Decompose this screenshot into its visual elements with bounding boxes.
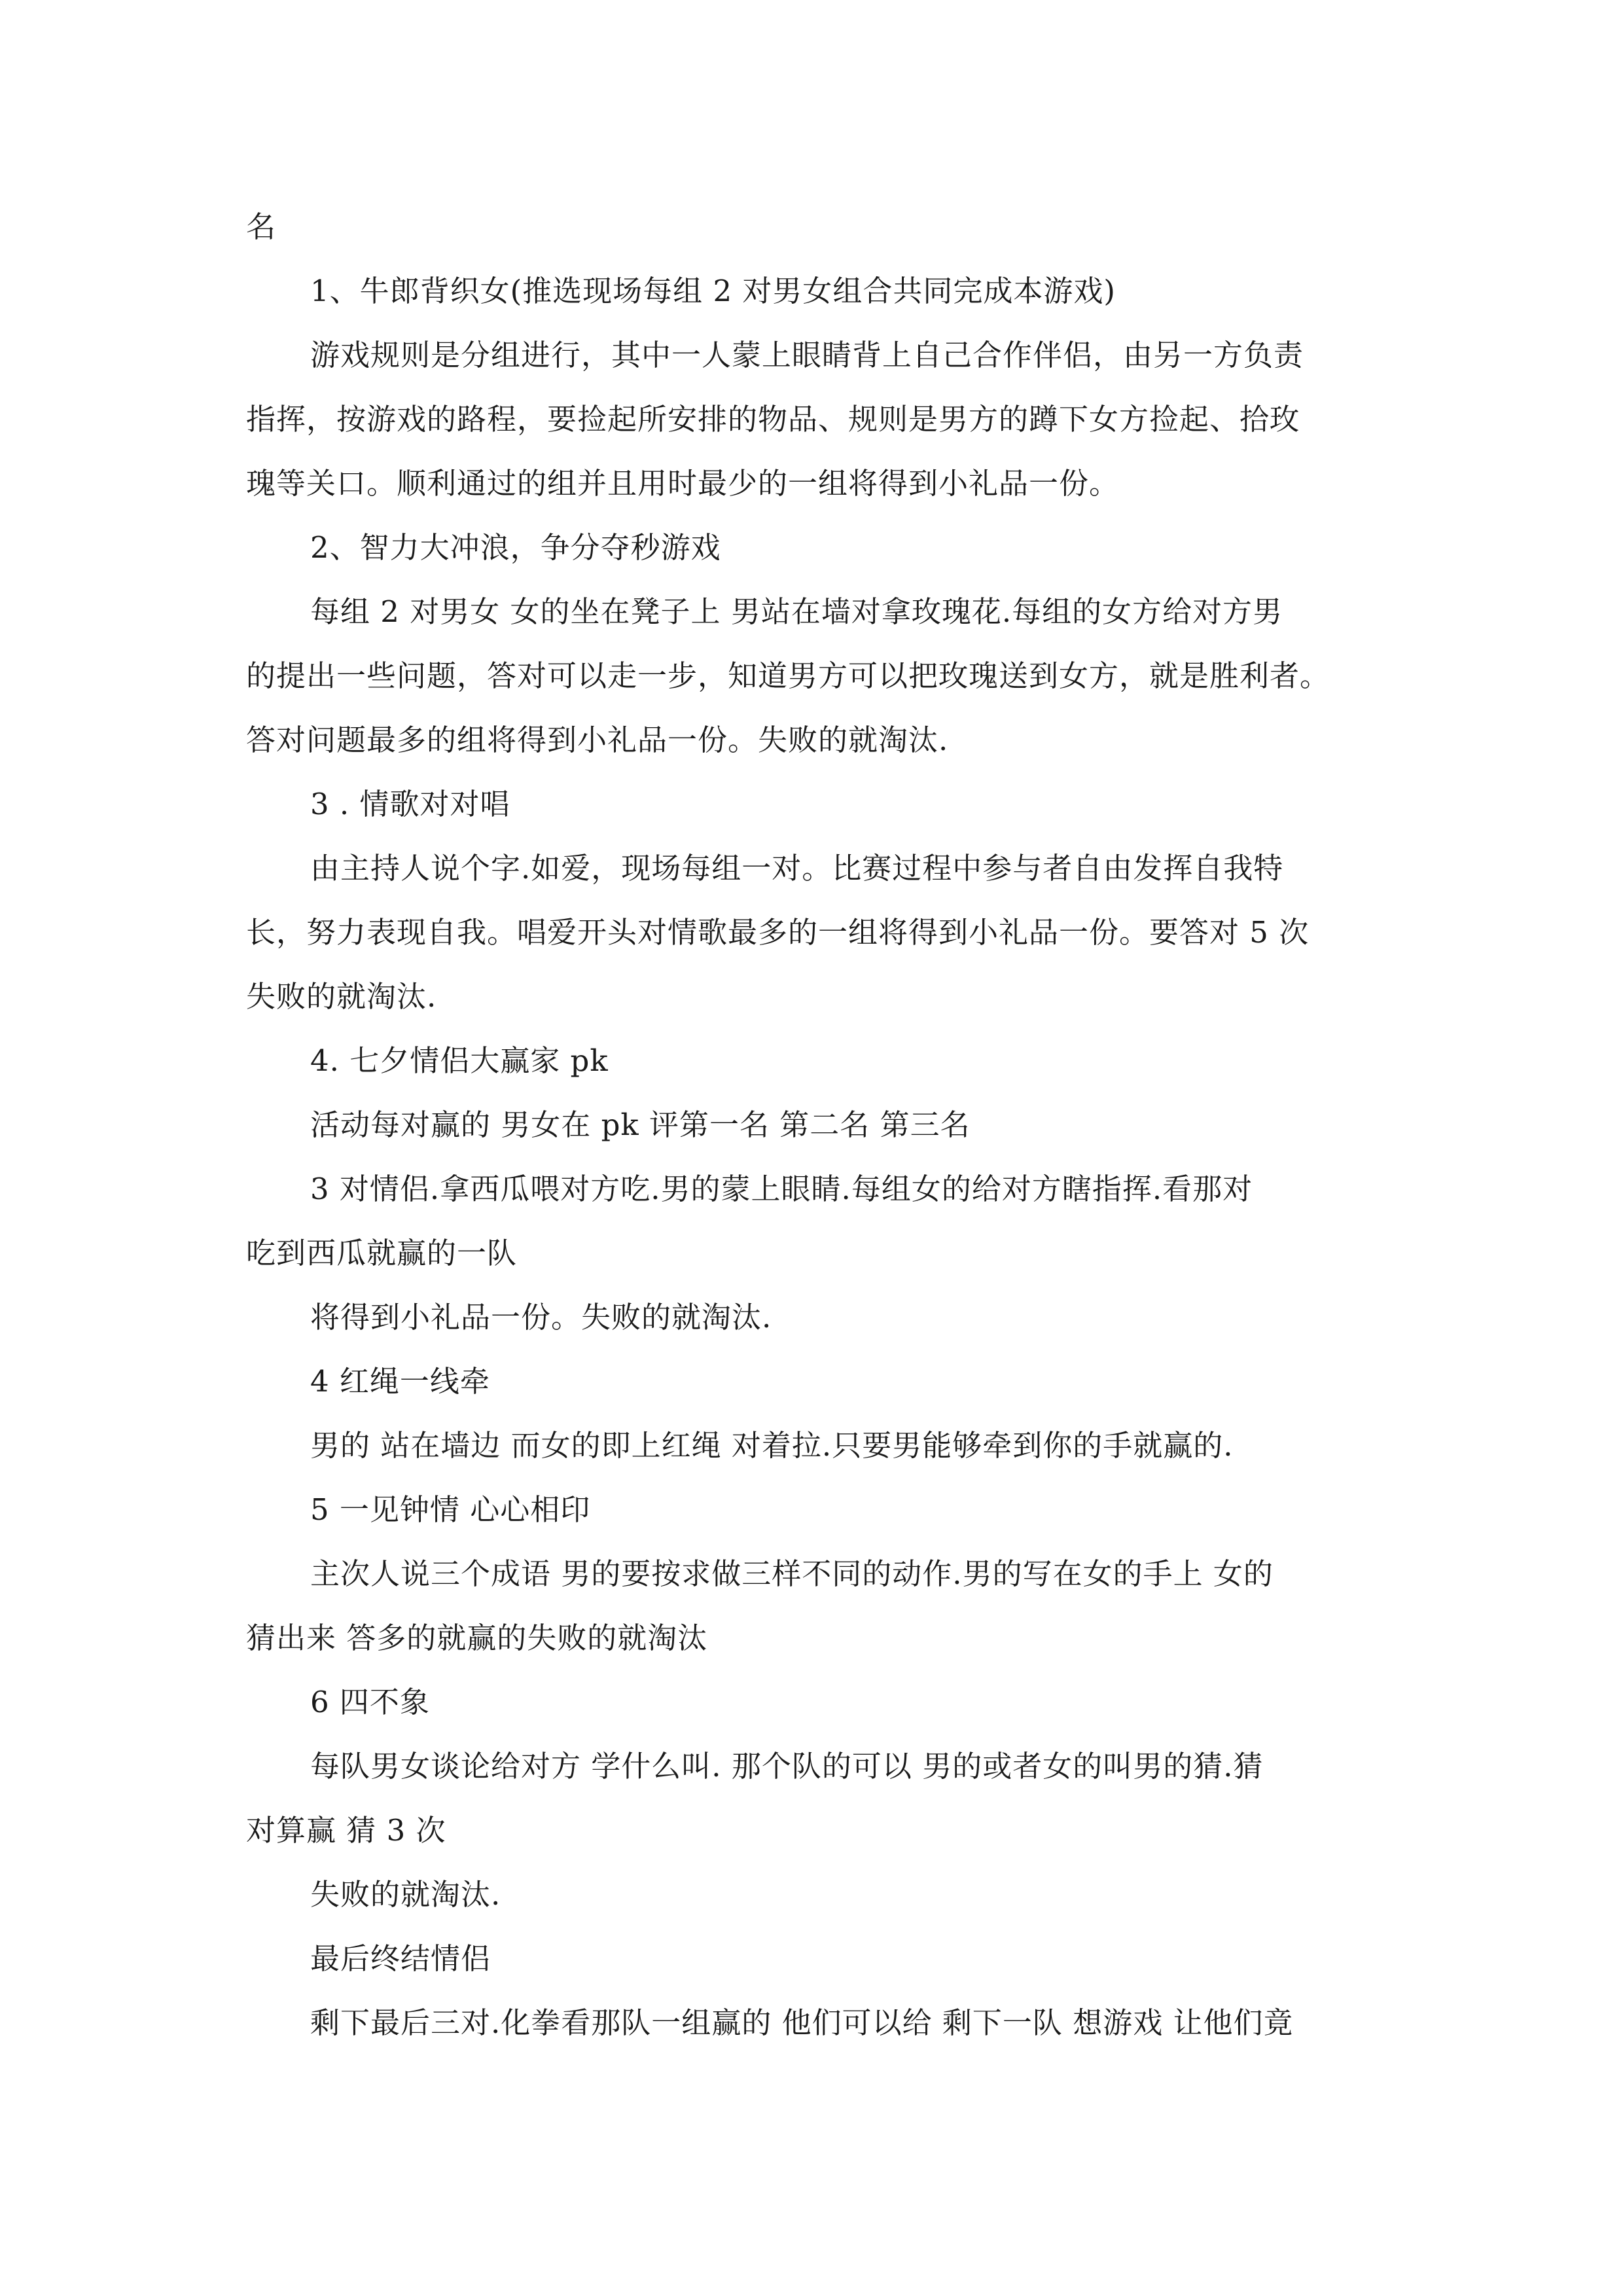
text-line: 每队男女谈论给对方 学什么叫. 那个队的可以 男的或者女的叫男的猜.猜: [310, 1749, 1264, 1784]
section-heading: 5 一见钟情 心心相印: [310, 1492, 591, 1527]
text-line: 活动每对赢的 男女在 pk 评第一名 第二名 第三名: [310, 1107, 971, 1142]
section-heading: 2、智力大冲浪，争分夺秒游戏: [310, 530, 721, 565]
section-heading: 4 红绳一线牵: [310, 1364, 490, 1399]
section-heading: 4. 七夕情侣大赢家 pk: [310, 1043, 609, 1078]
text-line: 游戏规则是分组进行，其中一人蒙上眼睛背上自己合作伴侣，由另一方负责: [310, 338, 1304, 372]
section-heading: 最后终结情侣: [310, 1941, 491, 1976]
text-line: 3 对情侣.拿西瓜喂对方吃.男的蒙上眼睛.每组女的给对方瞎指挥.看那对: [310, 1172, 1253, 1206]
document-body: [246, 195, 1378, 2055]
text-line: 失败的就淘汰.: [246, 979, 437, 1014]
text-line: 主次人说三个成语 男的要按求做三样不同的动作.男的写在女的手上 女的: [310, 1556, 1274, 1591]
text-line: 指挥，按游戏的路程，要捡起所安排的物品、规则是男方的蹲下女方捡起、拾玫: [246, 402, 1300, 437]
text-line: 吃到西瓜就赢的一队: [246, 1236, 518, 1270]
text-line: 男的 站在墙边 而女的即上红绳 对着拉.只要男能够牵到你的手就赢的.: [310, 1428, 1234, 1463]
text-line: 的提出一些问题，答对可以走一步，知道男方可以把玫瑰送到女方，就是胜利者。: [246, 658, 1330, 693]
text-line: 失败的就淘汰.: [310, 1877, 501, 1912]
text-line: 瑰等关口。顺利通过的组并且用时最少的一组将得到小礼品一份。: [246, 466, 1120, 501]
section-heading: 1、牛郎背织女(推选现场每组 2 对男女组合共同完成本游戏): [310, 274, 1116, 308]
text-line: 每组 2 对男女 女的坐在凳子上 男站在墙对拿玫瑰花.每组的女方给对方男: [310, 594, 1283, 629]
text-line: 对算赢 猜 3 次: [246, 1813, 446, 1848]
text-line: 将得到小礼品一份。失败的就淘汰.: [310, 1300, 772, 1335]
text-line: 由主持人说个字.如爱，现场每组一对。比赛过程中参与者自由发挥自我特: [310, 851, 1284, 886]
text-line: 长，努力表现自我。唱爱开头对情歌最多的一组将得到小礼品一份。要答对 5 次: [246, 915, 1310, 950]
text-line: 名: [246, 209, 277, 244]
section-heading: 3 . 情歌对对唱: [310, 787, 510, 821]
text-line: 剩下最后三对.化拳看那队一组赢的 他们可以给 剩下一队 想游戏 让他们竟: [310, 2005, 1294, 2040]
text-line: 猜出来 答多的就赢的失败的就淘汰: [246, 1621, 708, 1655]
text-line: 答对问题最多的组将得到小礼品一份。失败的就淘汰.: [246, 723, 949, 757]
section-heading: 6 四不象: [310, 1685, 430, 1719]
